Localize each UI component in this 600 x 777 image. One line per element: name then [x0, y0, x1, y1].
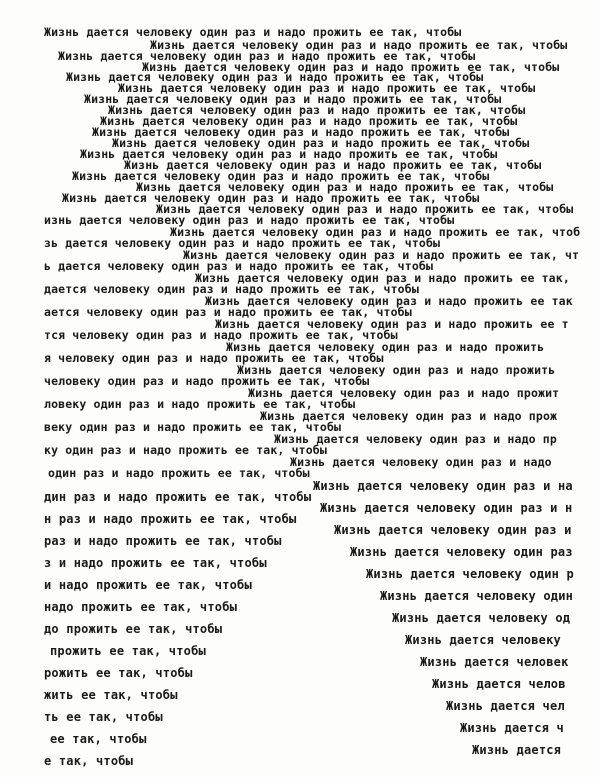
poem-line: ловеку один раз и надо прожить ее так, чтобы [44, 397, 356, 411]
poem-line: Жизнь дается человеку один раз и надо прожить ее так, чтобы [72, 169, 490, 183]
poem-line: Жизнь дается человеку один раз и надо прожить ее так, чтобы [156, 202, 574, 216]
poem-line: Жизнь дается человеку один р [366, 567, 574, 581]
poem-line: Жизнь дается человеку один раз и надо прожить ее т [215, 317, 569, 331]
poem-line: Жизнь дается человек [420, 655, 569, 669]
poem-line: Жизнь дается человеку один раз и надо прожить ее так, чтобы [100, 114, 518, 128]
poem-line: Жизнь дается человеку один раз и надо прож [260, 409, 558, 423]
poem-line: Жизнь дается человеку один раз и на [313, 479, 573, 493]
poem-line: Жизнь дается человеку [405, 633, 561, 647]
poem-line: Жизнь дается человеку один раз и надо прожить ее так, чтобы [84, 92, 502, 106]
poem-line: Жизнь дается человеку один раз и надо прожить ее так, чтобы [92, 125, 510, 139]
poem-line: Жизнь дается человеку один раз и надо прожить ее так, чтобы [112, 136, 530, 150]
poem-line: Жизнь дается человеку один [380, 589, 574, 603]
poem-line: ку один раз и надо прожить ее так, чтобы [44, 443, 327, 457]
poem-line: надо прожить ее так, чтобы [44, 600, 238, 614]
poem-line: жить ее так, чтобы [44, 688, 178, 702]
poem-line: зь дается человеку один раз и надо прожить ее так, чтобы [44, 236, 441, 250]
poem-line: прожить ее так, чтобы [50, 644, 206, 658]
poem-line: Жизнь дается человеку один раз и надо прожить ее так, чтобы [118, 81, 536, 95]
poem-line: ается человеку один раз и надо прожить ее так, чтобы [44, 305, 412, 319]
poem-line: дин раз и надо прожить ее так, чтобы [44, 490, 312, 504]
poem-line: Жизнь дается человеку один раз и надо прожить ее так, чтобы [66, 70, 484, 84]
poem-line: и надо прожить ее так, чтобы [44, 578, 252, 592]
poem-line: Жизнь дается человеку один раз и надо прожить ее так, чтобы [44, 25, 462, 39]
poem-line: Жизнь дается человеку один раз и надо прожить ее так, чтобы [136, 180, 554, 194]
poem-line: человеку один раз и надо прожить ее так, чтобы [44, 374, 370, 388]
poem-line: Жизнь дается человеку один раз и надо прожить ее так, чтобы [150, 38, 568, 52]
poem-line: веку один раз и надо прожить ее так, чтобы [44, 420, 342, 434]
poem-line: з и надо прожить ее так, чтобы [44, 556, 267, 570]
poem-line: Жизнь дается человеку один раз и надо пр [274, 432, 557, 446]
poem-line: Жизнь дается человеку один раз и надо прожить [237, 363, 556, 377]
poem-line: Жизнь дается [472, 743, 562, 757]
poem-line: Жизнь дается человеку один раз и н [320, 501, 573, 515]
poem-line: Жизнь дается ч [460, 721, 564, 735]
poem-line: Жизнь дается человеку один раз и надо прожить ее так, чтобы [80, 147, 498, 161]
poem-line: до прожить ее так, чтобы [44, 622, 223, 636]
poem-line: раз и надо прожить ее так, чтобы [44, 534, 282, 548]
poem-line: дается человеку один раз и надо прожить ее так, чтобы [44, 282, 419, 296]
poem-line: Жизнь дается человеку один раз и [334, 523, 572, 537]
poem-line: Жизнь дается человеку один раз и надо прожить ее так, [195, 271, 570, 285]
poem-line: Жизнь дается чел [446, 699, 565, 713]
poem-line: Жизнь дается человеку один раз и надо прожить ее так, чтобы [124, 158, 542, 172]
poem-line: Жизнь дается человеку один раз и надо прожить ее так, чтоб [170, 225, 581, 239]
poem-line: Жизнь дается человеку один раз и надо прожить ее так, чтобы [58, 49, 476, 63]
poem-line: тся человеку один раз и надо прожить ее так, чтобы [44, 328, 398, 342]
poem-line: Жизнь дается человеку один раз и надо прожить ее так, чтобы [142, 60, 560, 74]
poem-line: ь дается человеку один раз и надо прожить ее так, чтобы [44, 259, 434, 273]
poem-line: Жизнь дается человеку один раз и надо [290, 455, 552, 469]
poem-line: е так, чтобы [44, 754, 134, 768]
poem-line: я человеку один раз и надо прожить ее так, чтобы [44, 351, 384, 365]
poem-line: Жизнь дается человеку один раз и надо прожит [248, 386, 560, 400]
poem-line: рожить ее так, чтобы [44, 666, 193, 680]
poem-line: Жизнь дается человеку один раз и надо прожить ее так, чтобы [108, 103, 526, 117]
poem-line: ть ее так, чтобы [44, 710, 163, 724]
poem-line: один раз и надо прожить ее так, чтобы [48, 466, 310, 480]
poem-line: Жизнь дается человеку один раз и надо прожить ее так, чтобы [62, 191, 480, 205]
poem-line: Жизнь дается человеку од [392, 611, 571, 625]
poem-line: изнь дается человеку один раз и надо прожить ее так, чтобы [44, 213, 455, 227]
poem-line: Жизнь дается челов [432, 677, 566, 691]
poem-line: н раз и надо прожить ее так, чтобы [44, 512, 297, 526]
poem-line: Жизнь дается человеку один раз [350, 545, 573, 559]
poem-line: Жизнь дается человеку один раз и надо прожить ее так, чт [183, 248, 580, 262]
poem-line: Жизнь дается человеку один раз и надо прожить ее так [205, 294, 573, 308]
poem-line: Жизнь дается человеку один раз и надо прожить [226, 340, 545, 354]
poem-line: ее так, чтобы [50, 732, 147, 746]
